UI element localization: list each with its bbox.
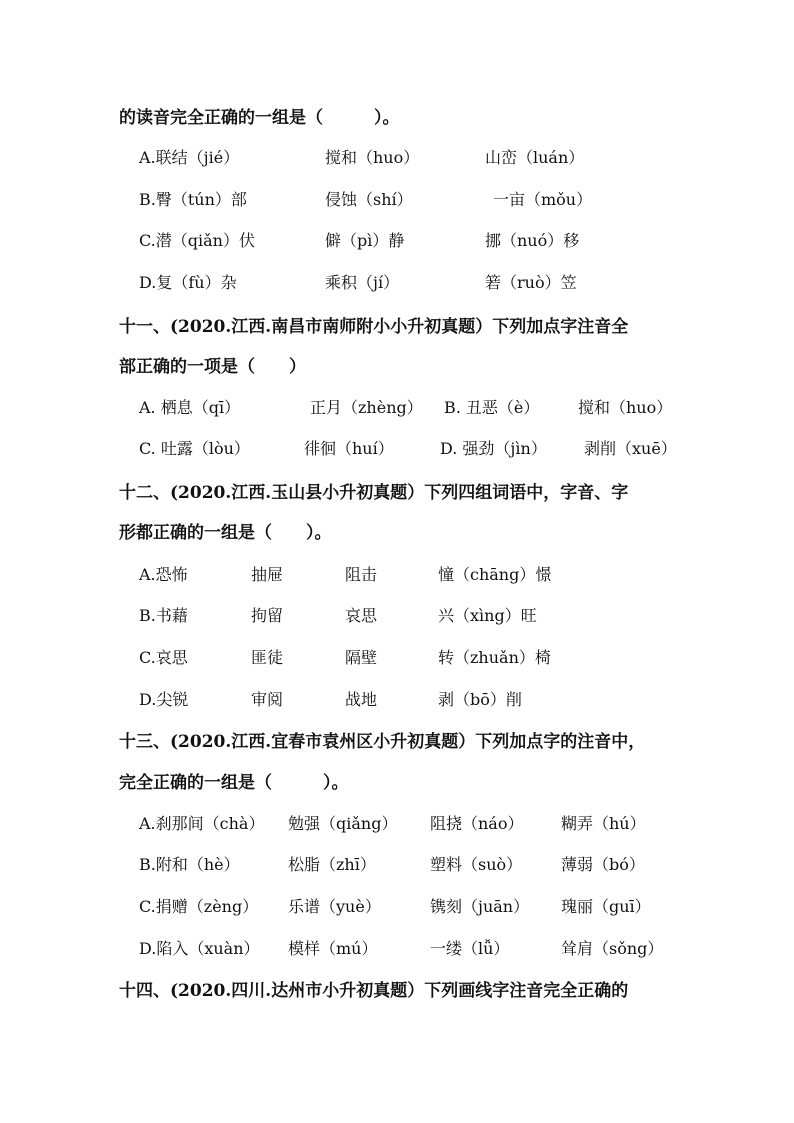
option-cell: 瑰丽（guī） [561, 897, 651, 916]
option-cell: B. 丑恶（è） [444, 398, 540, 417]
option-row [0, 643, 794, 673]
option-cell: 耸肩（sǒng） [561, 939, 664, 958]
option-cell: D. 强劲（jìn） [440, 439, 547, 458]
option-cell: 剥（bō）削 [438, 690, 522, 709]
option-cell: 剥削（xuē） [584, 439, 677, 458]
option-cell: 审阅 [251, 690, 284, 709]
option-cell: 隔壁 [345, 648, 378, 667]
question-text: 十三、(2020.江西.宜春市袁州区小升初真题）下列加点字的注音中， [119, 732, 646, 752]
option-cell: 模样（mú） [288, 939, 378, 958]
option-cell: B.臀（tún）部 [139, 190, 247, 209]
option-cell: C.潜（qiǎn）伏 [139, 231, 255, 250]
option-row [0, 393, 794, 423]
question-line [0, 478, 794, 508]
option-cell: 糊弄（hú） [561, 814, 646, 833]
question-text: 形都正确的一组是（ ）。 [119, 523, 332, 543]
option-row [0, 226, 794, 256]
option-cell: 搅和（huo） [325, 148, 420, 167]
question-text: 部正确的一项是（ ） [119, 357, 306, 377]
option-cell: 勉强（qiǎng） [288, 814, 398, 833]
option-cell: B.书藉 [139, 606, 188, 625]
question-line [0, 103, 794, 133]
option-cell: C. 吐露（lòu） [139, 439, 250, 458]
question-line [0, 518, 794, 548]
question-text: 十一、(2020.江西.南昌市南师附小小升初真题）下列加点字注音全 [119, 317, 629, 337]
option-cell: 徘徊（huí） [304, 439, 394, 458]
option-cell: 松脂（zhī） [288, 855, 376, 874]
option-row [0, 850, 794, 880]
option-cell: 搅和（huo） [578, 398, 673, 417]
option-cell: 憧（chāng）憬 [438, 565, 552, 584]
option-cell: D.尖锐 [139, 690, 189, 709]
option-cell: 乐谱（yuè） [288, 897, 381, 916]
option-cell: A.刹那间（chà） [139, 814, 265, 833]
option-row [0, 685, 794, 715]
option-cell: A.恐怖 [139, 565, 188, 584]
option-row [0, 185, 794, 215]
option-cell: 正月（zhèng） [310, 398, 423, 417]
option-row [0, 143, 794, 173]
question-line [0, 727, 794, 757]
option-cell: D.陷入（xuàn） [139, 939, 260, 958]
question-text: 十四、(2020.四川.达州市小升初真题）下列画线字注音完全正确的 [119, 981, 629, 1001]
option-row [0, 560, 794, 590]
option-row [0, 434, 794, 464]
option-cell: 僻（pì）静 [325, 231, 405, 250]
option-cell: 战地 [345, 690, 378, 709]
question-text: 十二、(2020.江西.玉山县小升初真题）下列四组词语中，字音、字 [119, 483, 629, 503]
option-cell: 转（zhuǎn）椅 [438, 648, 551, 667]
option-cell: 一缕（lǚ） [430, 939, 510, 958]
option-row [0, 809, 794, 839]
option-cell: 乘积（jí） [325, 273, 400, 292]
option-row [0, 934, 794, 964]
option-row [0, 268, 794, 298]
option-cell: 抽屉 [251, 565, 284, 584]
option-cell: 一亩（mǒu） [493, 190, 593, 209]
question-line [0, 312, 794, 342]
option-cell: 兴（xìng）旺 [438, 606, 537, 625]
option-cell: 侵蚀（shí） [325, 190, 413, 209]
option-cell: 哀思 [345, 606, 378, 625]
option-cell: 拘留 [251, 606, 284, 625]
option-cell: 箬（ruò）笠 [485, 273, 577, 292]
question-text: 完全正确的一组是（ ）。 [119, 773, 349, 793]
option-cell: 镌刻（juān） [430, 897, 530, 916]
option-cell: C.哀思 [139, 648, 188, 667]
option-cell: B.附和（hè） [139, 855, 240, 874]
option-cell: 薄弱（bó） [561, 855, 645, 874]
question-line [0, 976, 794, 1006]
option-cell: 阻挠（náo） [430, 814, 524, 833]
option-row [0, 601, 794, 631]
option-cell: 塑料（suò） [430, 855, 523, 874]
option-cell: A. 栖息（qī） [139, 398, 241, 417]
question-line [0, 352, 794, 382]
option-cell: D.复（fù）杂 [139, 273, 237, 292]
option-cell: A.联结（jié） [139, 148, 240, 167]
option-cell: 阻击 [345, 565, 378, 584]
option-cell: 山峦（luán） [485, 148, 585, 167]
question-line [0, 768, 794, 798]
option-cell: 匪徒 [251, 648, 284, 667]
option-cell: 挪（nuó）移 [485, 231, 580, 250]
question-text: 的读音完全正确的一组是（ ）。 [119, 108, 400, 128]
option-cell: C.捐赠（zèng） [139, 897, 259, 916]
option-row [0, 892, 794, 922]
